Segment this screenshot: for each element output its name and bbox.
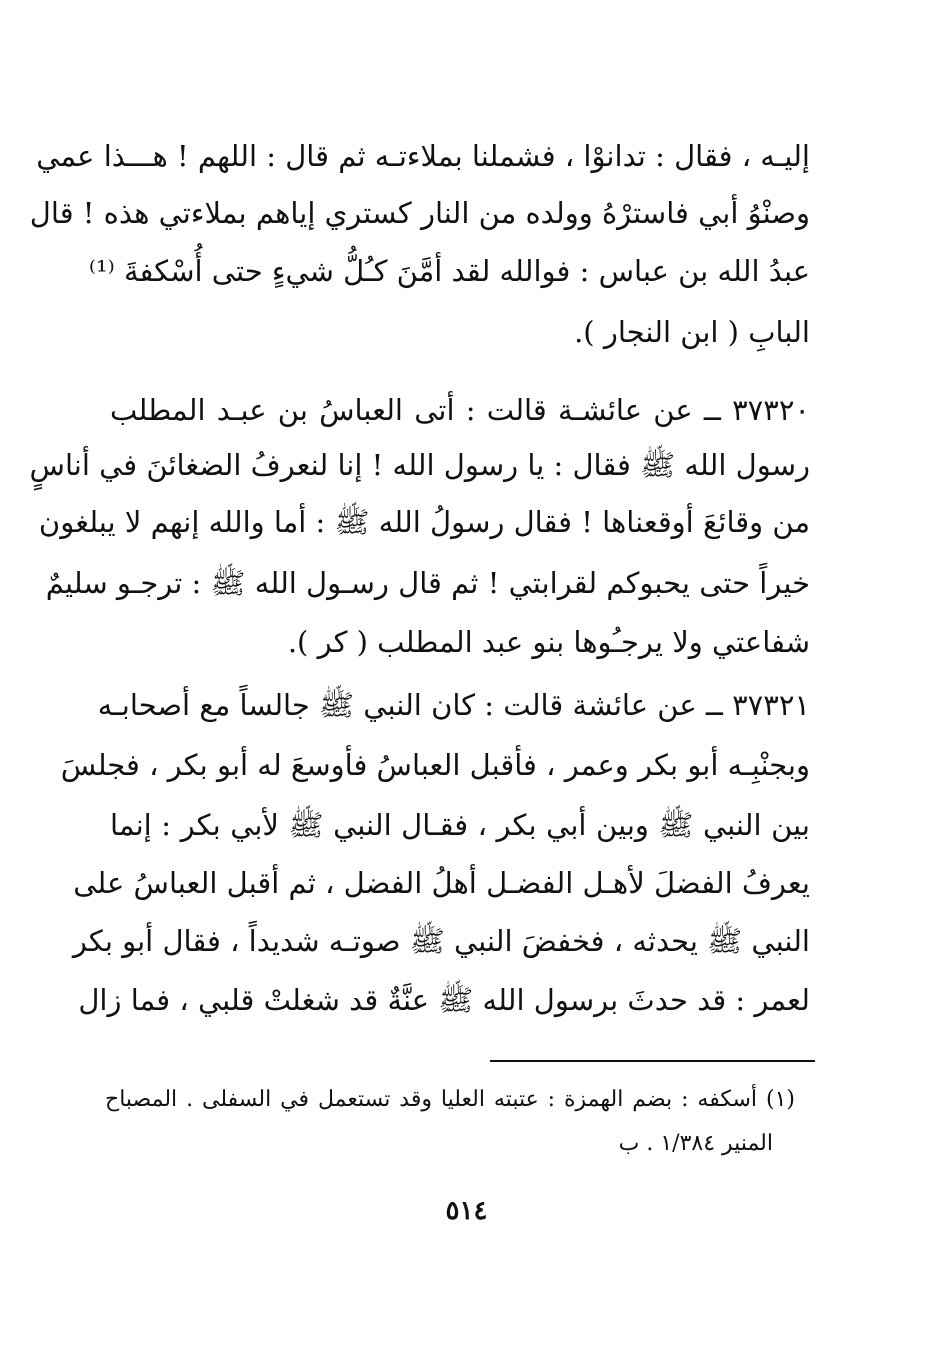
- footnote-line: (١) أسكفه : بضم الهمزة : عتبته العليا وقد تستعمل في السفلى . المصباح: [105, 1087, 795, 1112]
- text-line: من وقائعَ أوقعناها ! فقال رسولُ الله ﷺ : أما والله إنهم لا يبلغون: [38, 505, 810, 539]
- text-line: عبدُ الله بن عباس : فوالله لقد أمَّنَ كـُلُّ شيءٍ حتى أُسْكفةَ ⁽¹⁾: [88, 254, 810, 288]
- text-line: إليـه ، فقال : تدانوْا ، فشملنا بملاءتـه ثم قال : اللهم ! هـــذا عمي: [36, 139, 810, 173]
- text-line: يعرفُ الفضلَ لأهـل الفضـل أهلُ الفضل ، ثم أقبل العباسُ على: [73, 866, 810, 900]
- hadith-heading-37320: ٣٧٣٢٠ ــ عن عائشـة قالت : أتى العباسُ بن عبـد المطلب: [110, 393, 810, 427]
- text-line: وصنْوُ أبي فاسترْهُ وولده من النار كستري إياهم بملاءتي هذه ! قال: [29, 196, 810, 230]
- text-line: بين النبي ﷺ وبين أبي بكر ، فقـال النبي ﷺ لأبي بكر : إنما: [110, 808, 810, 842]
- footnote-line: المنير ١/٣٨٤ . ب: [618, 1131, 773, 1156]
- text-line: النبي ﷺ يحدثه ، فخفضَ النبي ﷺ صوتـه شديداً ، فقال أبو بكر: [72, 924, 810, 958]
- footnote-divider: [490, 1060, 815, 1062]
- text-line: لعمر : قد حدثَ برسول الله ﷺ عنَّةٌ قد شغلتْ قلبي ، فما زال: [78, 983, 810, 1017]
- text-line: شفاعتي ولا يرجـُوها بنو عبد المطلب ( كر ).: [287, 625, 810, 659]
- text-line: رسول الله ﷺ فقال : يا رسول الله ! إنا لنعرفُ الضغائنَ في أناسٍ: [29, 448, 810, 482]
- hadith-heading-37321: ٣٧٣٢١ ــ عن عائشة قالت : كان النبي ﷺ جالساً مع أصحابـه: [97, 688, 810, 722]
- text-line: البابِ ( ابن النجار ).: [574, 315, 810, 349]
- text-line: خيراً حتى يحبوكم لقرابتي ! ثم قال رسـول الله ﷺ : ترجـو سليمٌ: [45, 566, 810, 600]
- page-number: ٥١٤: [445, 1196, 488, 1226]
- text-line: وبجنْبِـه أبو بكر وعمر ، فأقبل العباسُ فأوسعَ له أبو بكر ، فجلسَ: [60, 748, 810, 782]
